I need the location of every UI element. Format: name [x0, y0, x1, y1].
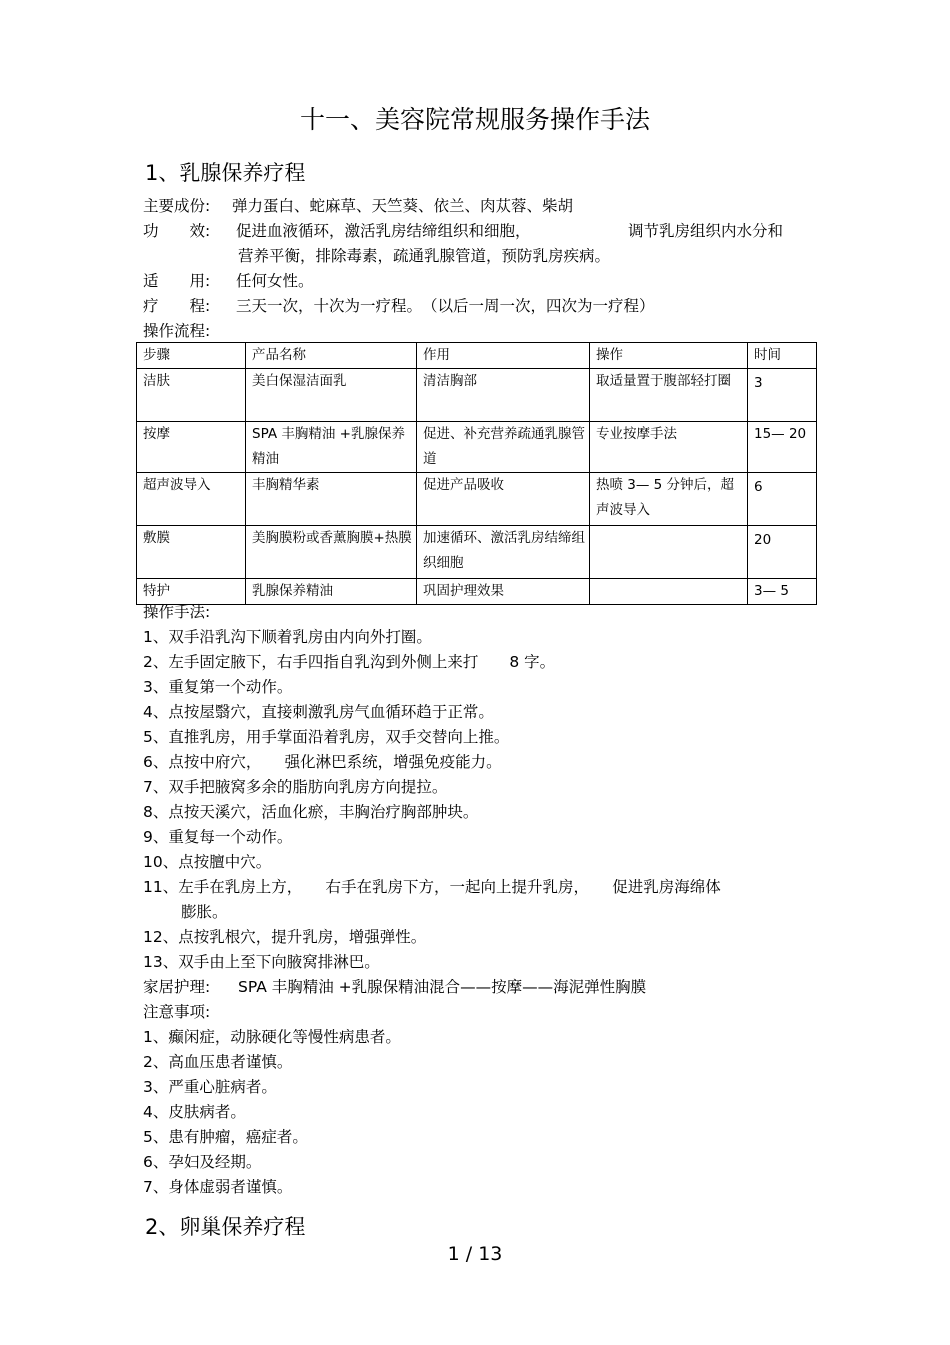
effect-label: 功 效: [143, 222, 211, 240]
table-cell: 丰胸精华素 [246, 473, 417, 526]
table-header-cell: 产品名称 [246, 343, 417, 369]
table-cell: 6 [748, 473, 817, 526]
table-cell [590, 526, 748, 579]
page-number: 1 / 13 [447, 1243, 503, 1265]
method-item: 3、重复第一个动作。 [143, 678, 293, 696]
table-cell: SPA 丰胸精油 +乳腺保养精油 [246, 422, 417, 473]
method-item: 13、双手由上至下向腋窝排淋巴。 [143, 953, 380, 971]
notice-item: 1、癫闲症，动脉硬化等慢性病患者。 [143, 1028, 401, 1046]
table-cell: 20 [748, 526, 817, 579]
section-heading-breast: 1、乳腺保养疗程 [145, 161, 306, 185]
table-cell: 3 [748, 369, 817, 422]
notice-item: 5、患有肿瘤，癌症者。 [143, 1128, 308, 1146]
notice-item: 7、身体虚弱者谨慎。 [143, 1178, 293, 1196]
table-cell: 加速循环、激活乳房结缔组织细胞 [417, 526, 590, 579]
table-cell: 美胸膜粉或香薰胸膜+热膜 [246, 526, 417, 579]
effect-line-1b: 调节乳房组织内水分和 [628, 222, 784, 240]
table-row [137, 422, 817, 473]
table-header-cell: 时间 [748, 343, 817, 369]
notice-item: 2、高血压患者谨慎。 [143, 1053, 293, 1071]
table-cell: 巩固护理效果 [417, 579, 590, 605]
ingredients-label: 主要成份: [143, 197, 211, 215]
table-cell: 取适量置于腹部轻打圈 [590, 369, 748, 422]
table-cell [590, 579, 748, 605]
method-item: 7、双手把腋窝多余的脂肪向乳房方向提拉。 [143, 778, 448, 796]
ingredients-value: 弹力蛋白、蛇麻草、天竺葵、依兰、肉苁蓉、柴胡 [232, 197, 574, 215]
table-cell: 促进、补充营养疏通乳腺管道 [417, 422, 590, 473]
table-cell: 美白保湿洁面乳 [246, 369, 417, 422]
method-item-continuation: 膨胀。 [181, 903, 228, 921]
method-item: 11、左手在乳房上方， 右手在乳房下方，一起向上提升乳房， 促进乳房海绵体 [143, 878, 721, 896]
table-cell: 特护 [137, 579, 246, 605]
table-header-cell: 操作 [590, 343, 748, 369]
procedure-table [136, 342, 817, 605]
table-cell: 3— 5 [748, 579, 817, 605]
method-item: 1、双手沿乳沟下顺着乳房由内向外打圈。 [143, 628, 432, 646]
suitable-value: 任何女性。 [236, 272, 314, 290]
table-cell: 15— 20 [748, 422, 817, 473]
notice-item: 6、孕妇及经期。 [143, 1153, 262, 1171]
method-item: 12、点按乳根穴，提升乳房，增强弹性。 [143, 928, 427, 946]
table-row [137, 473, 817, 526]
notice-item: 3、严重心脏病者。 [143, 1078, 277, 1096]
method-item: 2、左手固定腋下，右手四指自乳沟到外侧上来打 8 字。 [143, 653, 556, 671]
table-row [137, 579, 817, 605]
homecare-value: SPA 丰胸精油 +乳腺保精油混合——按摩——海泥弹性胸膜 [238, 978, 647, 996]
course-label: 疗 程: [143, 297, 211, 315]
method-item: 8、点按天溪穴，活血化瘀，丰胸治疗胸部肿块。 [143, 803, 479, 821]
table-cell: 超声波导入 [137, 473, 246, 526]
page-title: 十一、美容院常规服务操作手法 [299, 105, 650, 134]
section-heading-ovary: 2、卵巢保养疗程 [145, 1215, 306, 1239]
effect-line-1: 促进血液循环，激活乳房结缔组织和细胞， [236, 222, 531, 240]
method-item: 9、重复每一个动作。 [143, 828, 293, 846]
table-header-cell: 步骤 [137, 343, 246, 369]
method-item: 10、点按膻中穴。 [143, 853, 272, 871]
table-cell: 促进产品吸收 [417, 473, 590, 526]
table-cell: 洁肤 [137, 369, 246, 422]
effect-line-2: 营养平衡，排除毒素，疏通乳腺管道，预防乳房疾病。 [238, 247, 611, 265]
table-cell: 热喷 3— 5 分钟后，超声波导入 [590, 473, 748, 526]
notice-item: 4、皮肤病者。 [143, 1103, 246, 1121]
method-label: 操作手法: [143, 603, 211, 621]
method-item: 5、直推乳房，用手掌面沿着乳房，双手交替向上推。 [143, 728, 510, 746]
table-header-row [137, 343, 817, 369]
table-cell: 清洁胸部 [417, 369, 590, 422]
table-cell: 按摩 [137, 422, 246, 473]
table-cell: 乳腺保养精油 [246, 579, 417, 605]
method-item: 4、点按屋翳穴，直接刺激乳房气血循环趋于正常。 [143, 703, 494, 721]
flow-label: 操作流程: [143, 322, 211, 340]
table-row [137, 369, 817, 422]
table-header-cell: 作用 [417, 343, 590, 369]
table-cell: 专业按摩手法 [590, 422, 748, 473]
table-row [137, 526, 817, 579]
course-value: 三天一次，十次为一疗程。 （以后一周一次，四次为一疗程） [236, 297, 655, 315]
table-cell: 敷膜 [137, 526, 246, 579]
suitable-label: 适 用: [143, 272, 211, 290]
method-item: 6、点按中府穴， 强化淋巴系统，增强免疫能力。 [143, 753, 502, 771]
notice-label: 注意事项: [143, 1003, 211, 1021]
homecare-label: 家居护理: [143, 978, 211, 996]
